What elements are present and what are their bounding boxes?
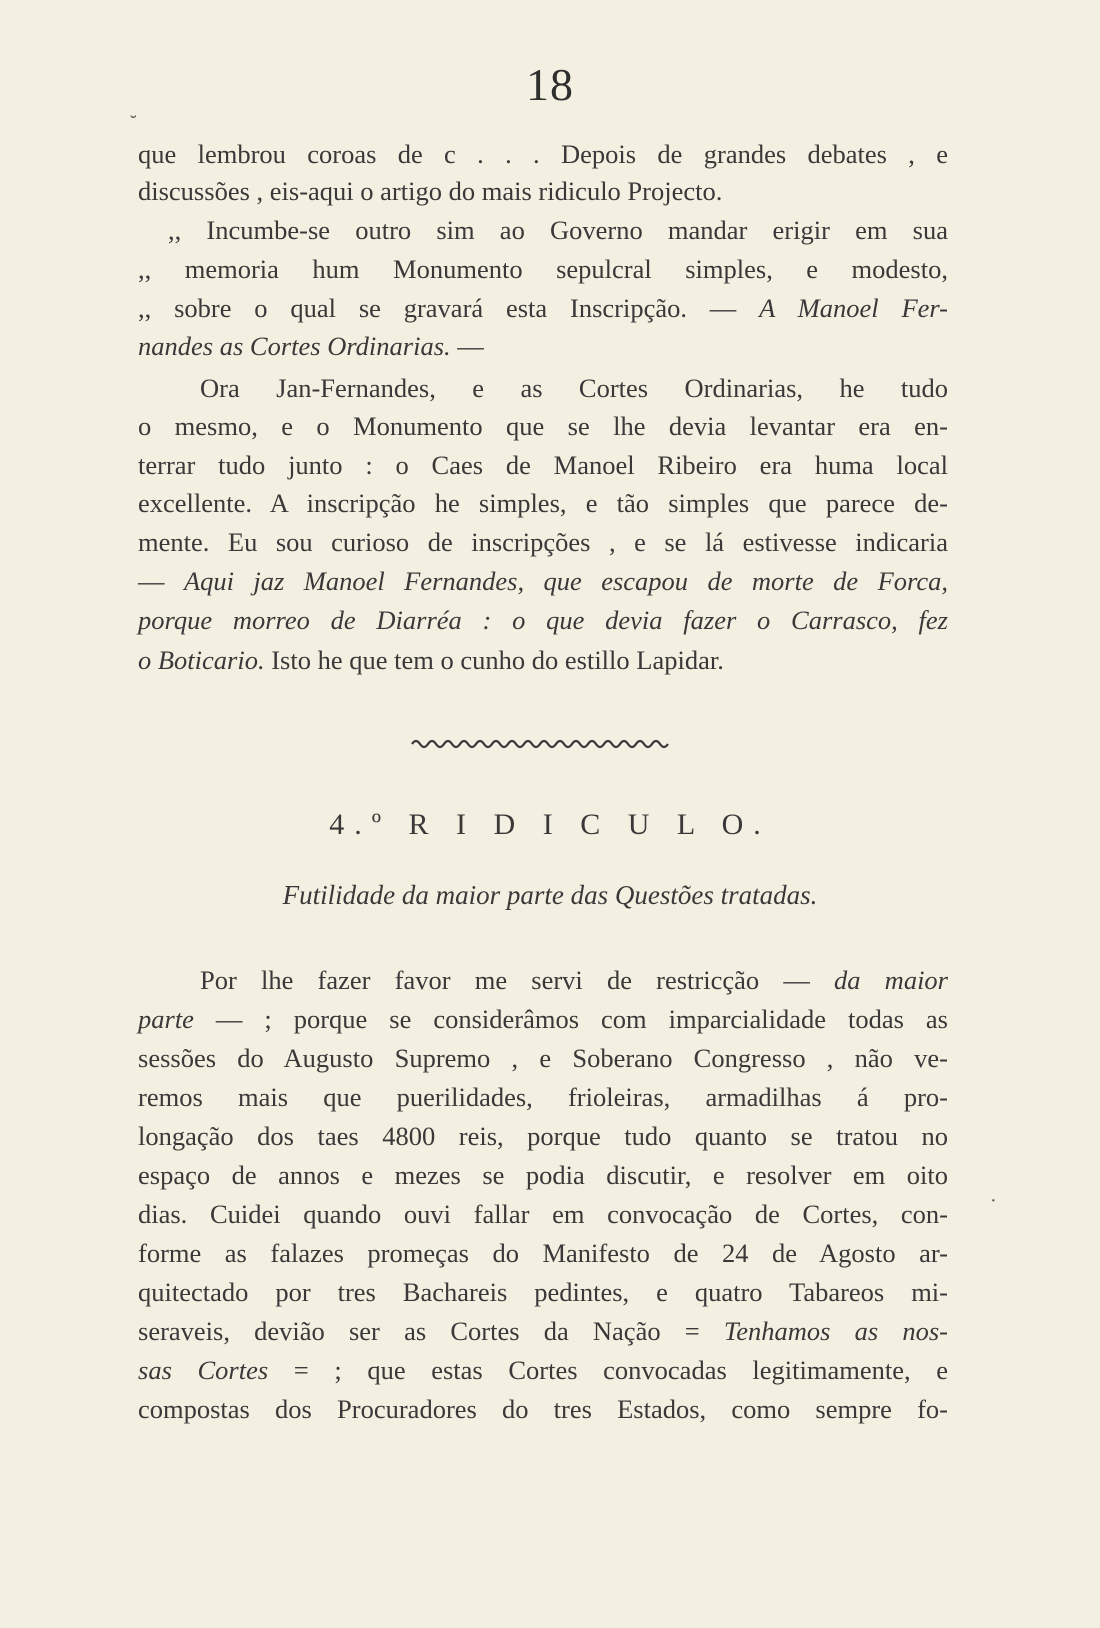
italic-text: Tenhamos as nos-	[723, 1316, 948, 1346]
text-line: longação dos taes 4800 reis, porque tudo quanto se tratou no	[138, 1121, 948, 1151]
wavy-divider	[410, 737, 680, 751]
italic-text: parte	[138, 1004, 194, 1034]
text-span: = ; que estas Cortes convocadas legitimamente, e	[268, 1355, 948, 1385]
dash-text: —	[138, 566, 184, 596]
page-number: 18	[526, 59, 574, 110]
text-line	[138, 999, 948, 1039]
text-line	[200, 960, 948, 1000]
text-span: Isto he que tem o cunho do estillo Lapidar.	[264, 645, 724, 675]
text-line	[138, 1350, 948, 1390]
text-span: Por lhe fazer favor me servi de restricção —	[200, 965, 834, 995]
text-line: terrar tudo junto : o Caes de Manoel Ribeiro era huma local	[138, 450, 948, 480]
section-heading: 4.º R I D I C U L O.	[329, 808, 771, 841]
text-line: Ora Jan-Fernandes, e as Cortes Ordinarias, he tudo	[200, 373, 948, 403]
quote-line	[138, 326, 948, 366]
text-line: que lembrou coroas de c . . . Depois de grandes debates , e	[138, 139, 948, 169]
text-line: espaço de annos e mezes se podia discutir, e resolver em oito	[138, 1160, 948, 1190]
inscription-text: nandes as Cortes Ordinarias.	[138, 331, 451, 361]
inscription-text: A Manoel Fer-	[759, 293, 949, 323]
epitaph-line: porque morreo de Diarréa : o que devia fazer o Carrasco, fez	[138, 605, 948, 635]
text-span: seraveis, devião ser as Cortes da Nação =	[138, 1316, 724, 1346]
text-line: remos mais que puerilidades, frioleiras, armadilhas á pro-	[138, 1082, 948, 1112]
text-line: o mesmo, e o Monumento que se lhe devia levantar era en-	[138, 411, 948, 441]
text-span: — ; porque se considerâmos com imparcialidade todas as	[193, 1004, 948, 1034]
epitaph-text: o Boticario.	[138, 645, 265, 675]
text-line	[138, 640, 948, 680]
italic-text: da maior	[834, 965, 948, 995]
text-line: compostas dos Procuradores do tres Estados, como sempre fo-	[138, 1394, 948, 1424]
text-line	[138, 561, 948, 601]
quote-line	[138, 288, 948, 328]
text-line: dias. Cuidei quando ouvi fallar em convocação de Cortes, con-	[138, 1199, 948, 1229]
stray-mark: ˘	[130, 112, 137, 134]
text-line: forme as falazes promeças do Manifesto de 24 de Agosto ar-	[138, 1238, 948, 1268]
text-line: discussões , eis-aqui o artigo do mais ridiculo Projecto.	[138, 176, 723, 206]
text-line	[138, 1311, 948, 1351]
text-line: excellente. A inscripção he simples, e tão simples que parece de-	[138, 488, 948, 518]
quote-text: ,, sobre o qual se gravará esta Inscripção. —	[138, 293, 760, 323]
text-line: mente. Eu sou curioso de inscripções , e se lá estivesse indicaria	[138, 527, 948, 557]
italic-text: sas Cortes	[138, 1355, 269, 1385]
quote-line: ,, Incumbe-se outro sim ao Governo mandar erigir em sua	[168, 215, 948, 245]
epitaph-text: Aqui jaz Manoel Fernandes, que escapou de morte de Forca,	[183, 566, 948, 596]
section-subheading: Futilidade da maior parte das Questões tratadas.	[282, 880, 818, 910]
stray-mark: ·	[990, 1190, 997, 1212]
quote-text: —	[450, 331, 484, 361]
quote-line: ,, memoria hum Monumento sepulcral simples, e modesto,	[138, 254, 948, 284]
text-line: sessões do Augusto Supremo , e Soberano Congresso , não ve-	[138, 1043, 948, 1073]
text-line: quitectado por tres Bachareis pedintes, e quatro Tabareos mi-	[138, 1277, 948, 1307]
